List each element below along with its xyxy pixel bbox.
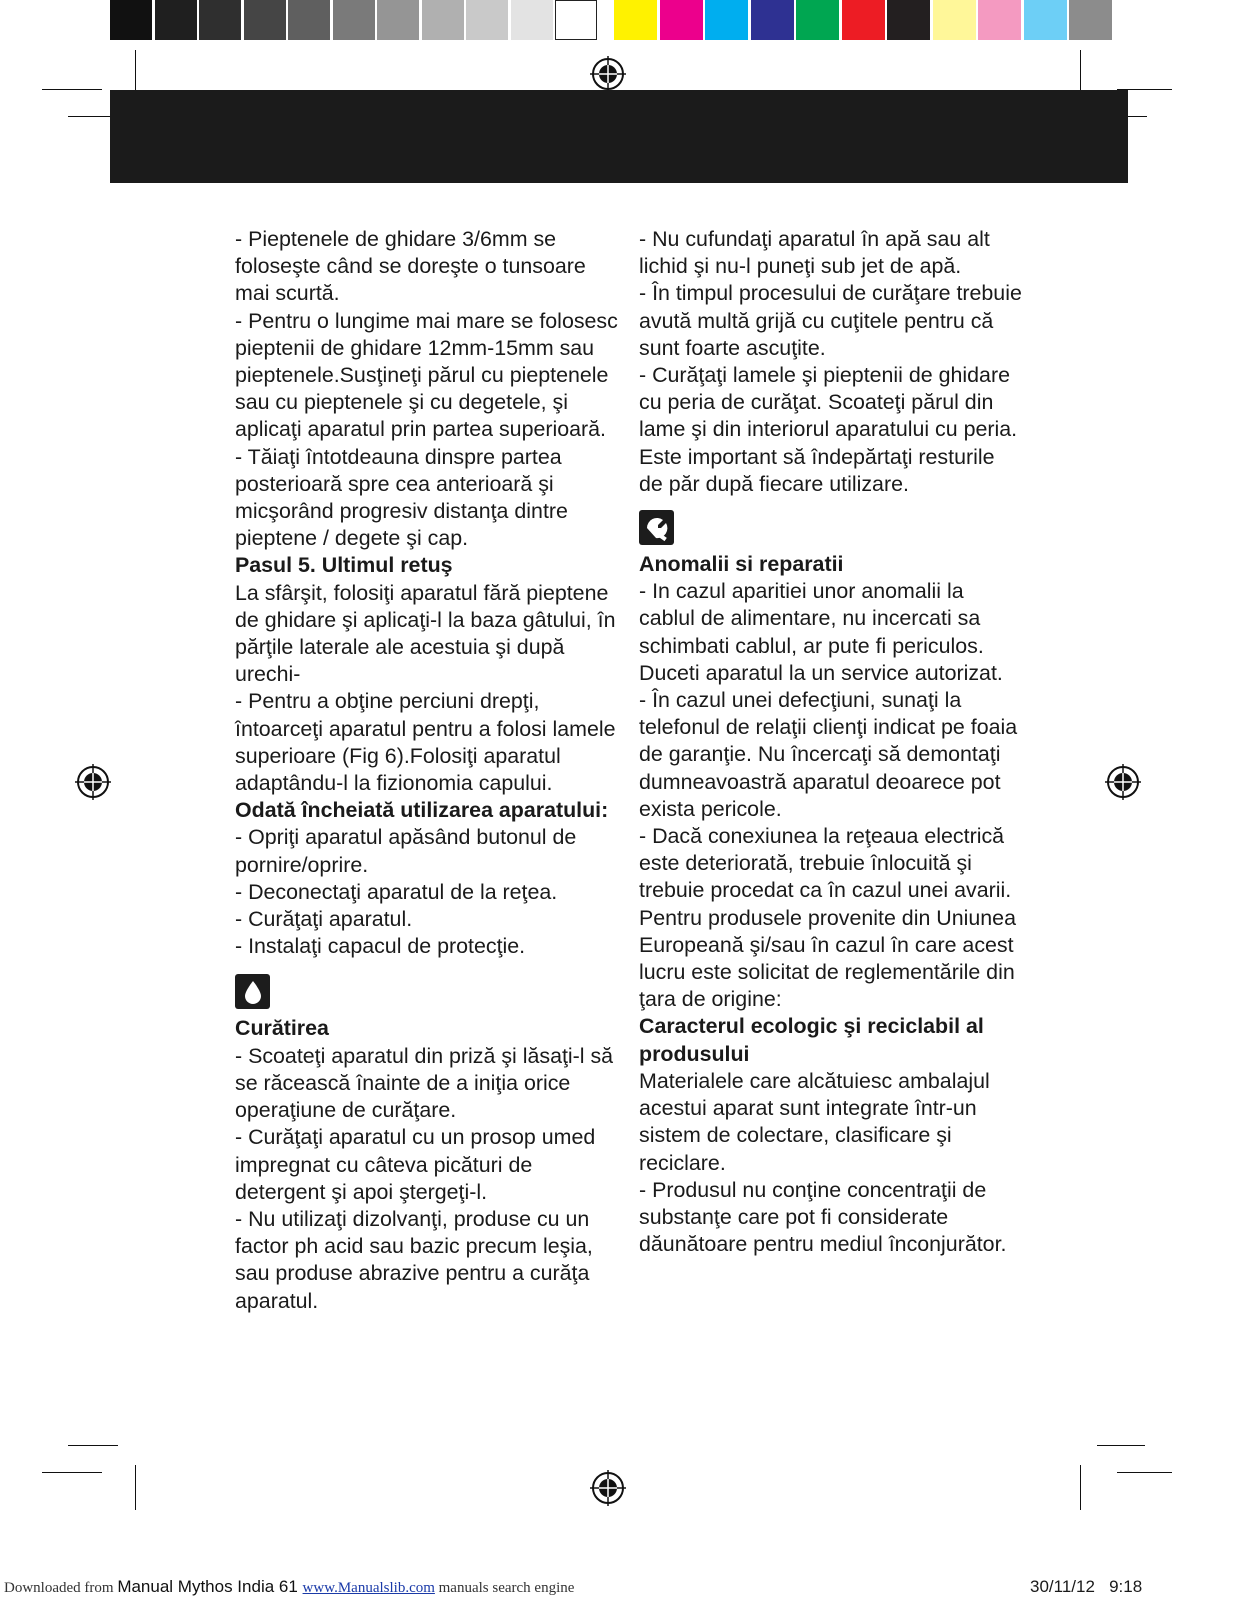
color-swatch [1024,0,1067,40]
left-column [235,226,620,1315]
paragraph: - In cazul aparitiei unor anomalii la cablul de alimentare, nu incercati sa schimbati cablul, ar pute fi periculos. Duceti aparatul la un service autorizat. [639,579,1003,685]
color-swatch [333,0,375,40]
paragraph: - Pieptenele de ghidare 3/6mm se foloseşte când se doreşte o tunsoare mai scurtă. [235,227,586,306]
paragraph: - Pentru a obţine perciuni drepţi, întoarceţi aparatul pentru a folosi lamele superioare (Fig 6).Folosiţi aparatul adaptându-l la fizionomia capului. [235,689,616,796]
crop-mark [135,1465,136,1510]
water-drop-icon [235,974,270,1009]
crop-mark [1080,50,1081,90]
registration-target-icon [590,1470,626,1506]
paragraph: - Curăţaţi aparatul. [235,907,413,932]
tagline: manuals search engine [434,1580,575,1596]
paragraph: - În timpul procesului de curăţare trebuie avută multă grijă cu cuţitele pentru că sunt foarte ascuţite. [639,281,1022,360]
paragraph: - Instalaţi capacul de protecţie. [235,934,526,959]
paragraph: - Nu utilizaţi dizolvanţi, produse cu un factor ph acid sau bazic precum leşia, sau produse abrazive pentru a curăţa aparatul. [235,1206,593,1313]
color-swatch [796,0,839,40]
section-heading-cleaning: Curătirea [235,1016,329,1041]
download-source-prefix: Downloaded from [4,1580,118,1596]
paragraph: Pentru produsele provenite din Uniunea Europeană şi/sau în cazul în care acest lucru este solicitat de reglementările din ţara de origine: [639,905,1016,1012]
paragraph: - Opriţi aparatul apăsând butonul de pornire/oprire. [235,825,577,877]
paragraph: La sfârşit, folosiţi aparatul fără pieptene de ghidare şi aplicaţi-l la baza gâtului, în părţile laterale ale acestuia şi după urechi- [235,580,616,687]
crop-mark [42,1472,102,1473]
color-swatch [751,0,794,40]
paragraph: - Tăiaţi întotdeauna dinspre partea posterioară spre cea anterioară şi micşorând progresiv distanţa dintre pieptene / degete şi cap. [235,444,568,551]
registration-target-icon [1105,764,1141,800]
page-label: Manual Mythos India 61 [117,1577,298,1596]
registration-target-icon [590,56,626,92]
color-swatch [199,0,241,40]
color-swatch [466,0,508,40]
paragraph: - Nu cufundaţi aparatul în apă sau alt lichid şi nu-l puneţi sub jet de apă. [639,227,990,279]
paragraph: - Pentru o lungime mai mare se folosesc pieptenii de ghidare 12mm-15mm sau pieptenele.Susţineţi părul cu pieptenele sau cu pieptenele şi cu degetele, şi aplicaţi aparatul prin partea superioară. [235,308,618,442]
header-bar [110,90,1128,183]
color-swatch [110,0,152,40]
color-swatch [422,0,464,40]
color-swatch [933,0,976,40]
section-heading-anomalies: Anomalii si reparatii [639,552,844,577]
paragraph: - Curăţaţi aparatul cu un prosop umed impregnat cu câteva picături de detergent şi apoi ştergeţi-l. [235,1125,596,1204]
color-swatch [614,0,657,40]
color-swatch [155,0,197,40]
crop-mark [1117,1472,1172,1473]
crop-mark [135,50,136,90]
paragraph: Materialele care alcătuiesc ambalajul acestui aparat sunt integrate într-un sistem de colectare, clasificare şi reciclare. [639,1068,990,1175]
paragraph: - Produsul nu conţine concentraţii de substanţe care pot fi considerate dăunătoare pentru mediul înconjurător. [639,1177,1007,1257]
paragraph: - Deconectaţi aparatul de la reţea. [235,879,558,904]
wrench-icon [639,510,674,545]
color-swatch [555,0,597,40]
print-date: 30/11/12 [1030,1577,1095,1596]
color-swatch [842,0,885,40]
color-swatch [244,0,286,40]
crop-mark [42,89,102,90]
footer-left [4,1577,574,1598]
color-swatch [705,0,748,40]
color-swatch [377,0,419,40]
crop-mark [68,1445,118,1446]
color-swatch [660,0,703,40]
registration-target-icon [75,764,111,800]
paragraph: - Scoateţi aparatul din priză şi lăsaţi-l să se răcească înainte de a iniţia orice operaţiune de curăţare. [235,1043,614,1123]
color-swatch [288,0,330,40]
crop-mark [1080,1465,1081,1510]
color-swatch [511,0,553,40]
color-swatch [887,0,930,40]
print-time: 9:18 [1109,1577,1143,1596]
right-column [639,226,1024,1258]
crop-mark [68,116,113,117]
section-heading-step5: Pasul 5. Ultimul retuş [235,553,453,578]
section-heading-after-use: Odată încheiată utilizarea aparatului: [235,798,609,823]
manualslib-link[interactable]: www.Manualslib.com [302,1580,435,1596]
paragraph: - Curăţaţi lamele şi pieptenii de ghidare cu peria de curăţat. Scoateţi părul din lame şi din interiorul aparatului cu peria. Este important să îndepărtaţi resturile de păr după fiecare utilizare. [639,363,1018,496]
color-swatch [1069,0,1112,40]
color-swatch [978,0,1021,40]
section-heading-ecology: Caracterul ecologic şi reciclabil al produsului [639,1014,984,1066]
paragraph: - În cazul unei defecţiuni, sunaţi la telefonul de relaţii clienţi indicat pe foaia de garanţie. Nu încercaţi să demontaţi dumneavoastră aparatul deoarece pot exista pericole. [639,688,1018,821]
crop-mark [1097,1445,1145,1446]
footer-right [1030,1577,1142,1597]
paragraph: - Dacă conexiunea la reţeaua electrică este deteriorată, trebuie înlocuită şi trebuie procedat ca în cazul unei avarii. [639,824,1012,903]
